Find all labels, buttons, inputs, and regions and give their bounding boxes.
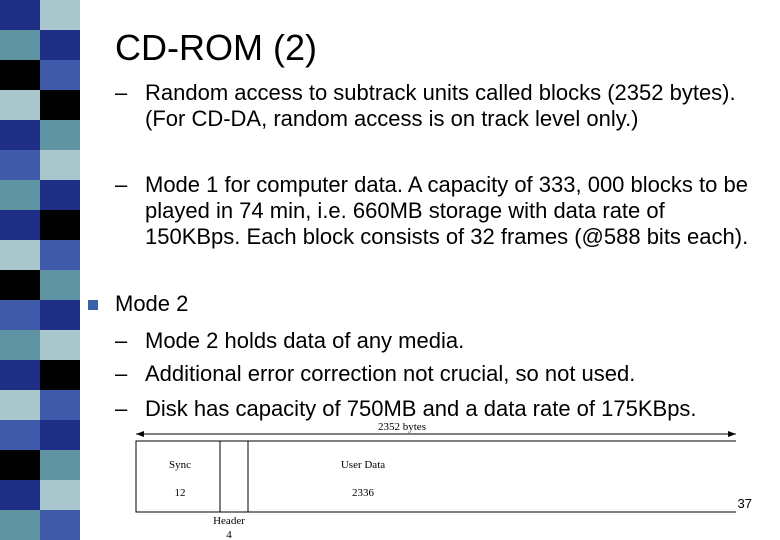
arrow-right-head [728,431,736,437]
dash-marker: – [115,172,128,197]
total-size-label: 2352 bytes [378,421,426,433]
dash-marker: – [115,396,128,421]
sync-size: 12 [174,487,186,499]
sub-bullet-text: Mode 2 holds data of any media. [145,328,465,353]
sub-bullet-text: Mode 1 for computer data. A capacity of 333, 000 blocks to be played in 74 min, i.e. 660MB storage with data rate of 150KBps. Each block consists of 32 frames (@588 bits each). [145,172,749,249]
user-data-size: 2336 [352,487,374,499]
block-outline [136,441,736,512]
sub-bullet-text: Disk has capacity of 750MB and a data rate of 175KBps. [145,396,697,421]
sub-bullet-text: Random access to subtrack units called blocks (2352 bytes). (For CD-DA, random access is on track level only.) [145,80,736,131]
header-field [220,441,248,512]
sub-bullet-text: Additional error correction not crucial, so not used. [145,361,636,386]
sync-label: Sync [169,459,191,471]
dash-marker: – [115,80,128,105]
page-number: 37 [737,496,752,511]
dash-marker: – [115,328,128,353]
bullet-text: Mode 2 [115,291,189,316]
header-size: 4 [226,529,232,540]
dash-marker: – [115,361,128,386]
slide-title: CD-ROM (2) [115,27,317,68]
header-label: Header [213,515,245,527]
user-data-label: User Data [340,459,386,471]
arrow-left-head [136,431,144,437]
